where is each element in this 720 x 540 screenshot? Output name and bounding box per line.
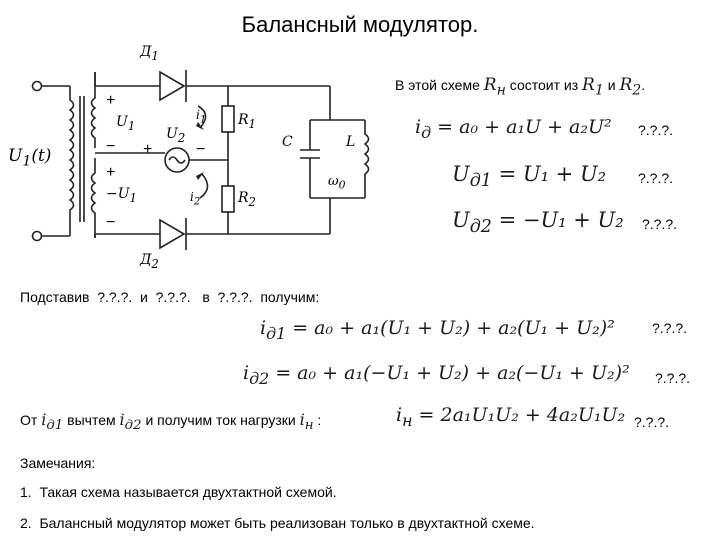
- plus-bottom: +: [106, 164, 116, 181]
- slide-title: Балансный модулятор.: [241, 12, 479, 37]
- circuit-diagram: [0, 38, 390, 278]
- placeholder-load: ?.?.?.: [634, 414, 670, 430]
- label-d1: $Д_1$: [140, 44, 159, 63]
- label-r1: $R_1$: [238, 112, 256, 131]
- label-w0: $\omega_0$: [328, 174, 346, 192]
- label-u1-top: $U_1$: [116, 114, 136, 133]
- equation-id2: $i_{д2} = a_0 + a_1(-U_1 + U_2) + a_2(-U_1 + U_2)^2$: [243, 362, 630, 388]
- minus-top: −: [106, 138, 116, 155]
- equation-load-current: $i_н = 2a_1U_1U_2 + 4a_2U_1U_2$: [396, 404, 626, 430]
- label-c: C: [282, 134, 293, 150]
- label-u2: $U_2$: [166, 126, 186, 145]
- minus-bottom: −: [106, 214, 116, 231]
- substitute-text: Подставив ?.?.?. и ?.?.?. в ?.?.?. получим:: [20, 289, 320, 305]
- label-l: L: [346, 134, 356, 150]
- placeholder-eq5: ?.?.?.: [655, 370, 691, 386]
- scheme-line: В этой схеме $R_н$ состоит из $R_1$ и $R_2$.: [395, 75, 646, 99]
- placeholder-eq3: ?.?.?.: [642, 216, 678, 232]
- label-d2: $Д_2$: [140, 252, 159, 271]
- label-u1t: $U_1(t)$: [8, 146, 52, 170]
- subtract-line: От $i_{д1}$ вычтем $i_{д2}$ и получим ток нагрузки $i_н$ :: [20, 410, 322, 434]
- equation-ud1: $U_{д1} = U_1 + U_2$: [452, 162, 607, 192]
- remarks-title: Замечания:: [20, 455, 96, 471]
- placeholder-eq4: ?.?.?.: [652, 320, 688, 336]
- label-i2: $i_2$: [190, 190, 201, 208]
- label-r2: $R_2$: [238, 190, 256, 209]
- label-i1: $i_1$: [196, 108, 207, 126]
- placeholder-eq1: ?.?.?.: [638, 122, 674, 138]
- equation-ud2: $U_{д2} = -U_1 + U_2$: [452, 208, 624, 238]
- label-minus-u1: $-U_1$: [106, 186, 137, 205]
- minus-u2: −: [196, 141, 206, 158]
- equation-id1: $i_{д1} = a_0 + a_1(U_1 + U_2) + a_2(U_1 + U_2)^2$: [260, 317, 615, 343]
- plus-u2: +: [143, 141, 153, 158]
- placeholder-eq2: ?.?.?.: [638, 170, 674, 186]
- remark-1: 1. Такая схема называется двухтактной схемой.: [20, 484, 337, 500]
- plus-top: +: [106, 92, 116, 109]
- remark-2: 2. Балансный модулятор может быть реализован только в двухтактной схеме.: [20, 515, 535, 531]
- equation-diode-current: $i_д = a_0 + a_1U + a_2U^2$: [415, 116, 612, 142]
